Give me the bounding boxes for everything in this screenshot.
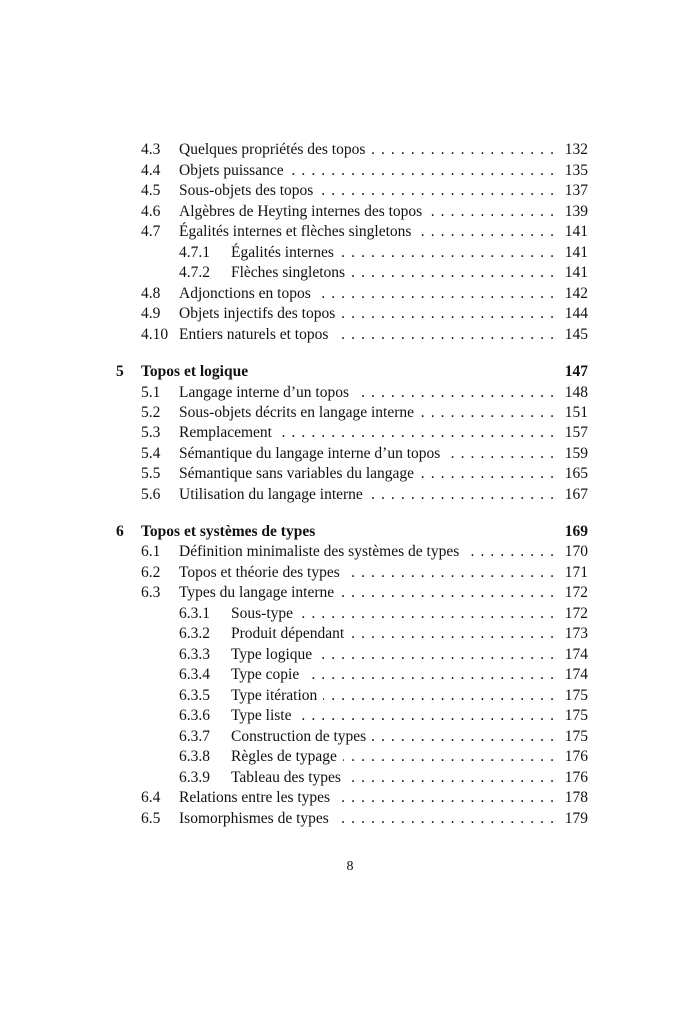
- toc-number: 4.9: [141, 305, 161, 322]
- toc-number: 6.3.9: [179, 769, 210, 786]
- toc-page-number: 167: [564, 486, 588, 503]
- toc-page-number: 171: [564, 564, 588, 581]
- toc-title: Objets injectifs des topos: [179, 305, 336, 322]
- toc-subsection[interactable]: [0, 645, 700, 665]
- toc-section[interactable]: [0, 304, 700, 324]
- toc-page-number: 172: [564, 605, 588, 622]
- toc-number: 5.2: [141, 404, 161, 421]
- toc-page-number: 172: [564, 584, 588, 601]
- toc-number: 6.3.4: [179, 666, 210, 683]
- toc-section[interactable]: [0, 788, 700, 808]
- toc-number: 6.3.8: [179, 748, 210, 765]
- toc-title: Entiers naturels et topos: [179, 326, 329, 343]
- toc-page-number: 145: [564, 326, 588, 343]
- toc-page-number: 165: [564, 465, 588, 482]
- toc-title: Type logique: [231, 646, 313, 663]
- toc-chapter[interactable]: [0, 522, 700, 542]
- toc-section[interactable]: [0, 140, 700, 160]
- toc-title: Topos et théorie des types: [179, 564, 340, 581]
- toc-page-number: 141: [564, 244, 588, 261]
- toc-leader-dots: [319, 181, 554, 201]
- toc-page-number: 142: [564, 285, 588, 302]
- toc-number: 4.7.1: [179, 244, 210, 261]
- toc-title: Isomorphismes de types: [179, 810, 329, 827]
- toc-number: 4.7: [141, 223, 161, 240]
- toc-section[interactable]: [0, 284, 700, 304]
- toc-number: 4.8: [141, 285, 161, 302]
- toc-leader-dots: [323, 686, 554, 706]
- toc-subsection[interactable]: [0, 263, 700, 283]
- toc-number: 6.4: [141, 789, 161, 806]
- toc-leader-dots: [351, 263, 554, 283]
- toc-title: Construction de types: [231, 728, 367, 745]
- toc-leader-dots: [341, 304, 554, 324]
- toc-page-number: 141: [564, 223, 588, 240]
- toc-number: 6.3.3: [179, 646, 210, 663]
- toc-section[interactable]: [0, 444, 700, 464]
- toc-subsection[interactable]: [0, 686, 700, 706]
- page-number: 8: [346, 859, 354, 874]
- toc-number: 6.3.7: [179, 728, 210, 745]
- toc-page-number: 144: [564, 305, 588, 322]
- toc-subsection[interactable]: [0, 604, 700, 624]
- toc-leader-dots: [420, 464, 554, 484]
- toc-title: Définition minimaliste des systèmes de types: [179, 543, 460, 560]
- toc-leader-dots: [428, 202, 554, 222]
- toc-page-number: 135: [564, 162, 588, 179]
- toc-page-number: 132: [564, 141, 588, 158]
- toc-leader-dots: [317, 284, 554, 304]
- toc-leader-dots: [369, 485, 554, 505]
- toc-leader-dots: [318, 645, 554, 665]
- toc-leader-dots: [340, 243, 554, 263]
- toc-subsection[interactable]: [0, 706, 700, 726]
- toc-title: Topos et logique: [141, 363, 249, 380]
- toc-section[interactable]: [0, 222, 700, 242]
- toc-number: 4.10: [141, 326, 169, 343]
- toc-title: Flèches singletons: [231, 264, 346, 281]
- toc-number: 6.5: [141, 810, 161, 827]
- toc-leader-dots: [297, 706, 554, 726]
- toc-leader-dots: [305, 665, 554, 685]
- toc-number: 5.3: [141, 424, 161, 441]
- toc-subsection[interactable]: [0, 624, 700, 644]
- toc-number: 6: [116, 523, 124, 540]
- toc-number: 4.4: [141, 162, 161, 179]
- toc-title: Règles de typage: [231, 748, 337, 765]
- toc-title: Quelques propriétés des topos: [179, 141, 366, 158]
- toc-number: 4.7.2: [179, 264, 210, 281]
- toc-leader-dots: [371, 140, 554, 160]
- toc-subsection[interactable]: [0, 243, 700, 263]
- toc-page-number: 174: [564, 666, 588, 683]
- toc-page-number: 141: [564, 264, 588, 281]
- toc-number: 5: [116, 363, 124, 380]
- toc-page-number: 178: [564, 789, 588, 806]
- toc-title: Adjonctions en topos: [179, 285, 311, 302]
- toc-title: Type liste: [231, 707, 292, 724]
- toc-number: 6.1: [141, 543, 161, 560]
- toc-number: 5.5: [141, 465, 161, 482]
- toc-number: 4.3: [141, 141, 161, 158]
- toc-leader-dots: [290, 161, 554, 181]
- toc-page-number: 179: [564, 810, 588, 827]
- toc-section[interactable]: [0, 542, 700, 562]
- toc-number: 6.2: [141, 564, 161, 581]
- toc-page-number: 147: [564, 363, 588, 380]
- toc-number: 6.3.5: [179, 687, 210, 704]
- toc-title: Sous-objets décrits en langage interne: [179, 404, 415, 421]
- toc-title: Type copie: [231, 666, 300, 683]
- toc-page-number: 176: [564, 769, 588, 786]
- toc-section[interactable]: [0, 202, 700, 222]
- toc-page-number: 176: [564, 748, 588, 765]
- toc-leader-dots: [346, 563, 554, 583]
- toc-title: Relations entre les types: [179, 789, 331, 806]
- toc-title: Utilisation du langage interne: [179, 486, 363, 503]
- toc-title: Remplacement: [179, 424, 272, 441]
- toc-number: 6.3.2: [179, 625, 210, 642]
- toc-title: Égalités internes et flèches singletons: [179, 223, 412, 240]
- toc-section[interactable]: [0, 485, 700, 505]
- toc-title: Tableau des types: [231, 769, 341, 786]
- toc-title: Sémantique du langage interne d’un topos: [179, 445, 441, 462]
- toc-title: Sémantique sans variables du langage: [179, 465, 415, 482]
- toc-title: Sous-objets des topos: [179, 182, 314, 199]
- toc-title: Produit dépendant: [231, 625, 345, 642]
- toc-page-number: 137: [564, 182, 588, 199]
- toc-subsection[interactable]: [0, 747, 700, 767]
- toc-page-number: 148: [564, 384, 588, 401]
- toc-leader-dots: [340, 583, 554, 603]
- toc-section[interactable]: [0, 464, 700, 484]
- toc-title: Égalités internes: [231, 244, 334, 261]
- toc-page-number: 175: [564, 687, 588, 704]
- toc-section[interactable]: [0, 325, 700, 345]
- toc-leader-dots: [343, 747, 554, 767]
- toc-number: 4.6: [141, 203, 161, 220]
- toc-leader-dots: [278, 423, 554, 443]
- toc-number: 5.4: [141, 445, 161, 462]
- toc-title: Type itération: [231, 687, 318, 704]
- toc-section[interactable]: [0, 563, 700, 583]
- toc-leader-dots: [299, 604, 554, 624]
- toc-leader-dots: [446, 444, 554, 464]
- toc-leader-dots: [336, 788, 554, 808]
- toc-title: Types du langage interne: [179, 584, 335, 601]
- toc-page-number: 169: [564, 523, 588, 540]
- toc-page-number: 175: [564, 728, 588, 745]
- toc-subsection[interactable]: [0, 727, 700, 747]
- toc-page-number: 151: [564, 404, 588, 421]
- toc-leader-dots: [465, 542, 554, 562]
- toc-section[interactable]: [0, 423, 700, 443]
- toc-number: 6.3.6: [179, 707, 210, 724]
- toc-leader-dots: [347, 768, 554, 788]
- toc-page-number: 139: [564, 203, 588, 220]
- toc-subsection[interactable]: [0, 665, 700, 685]
- toc-leader-dots: [417, 222, 554, 242]
- toc-page-number: 170: [564, 543, 588, 560]
- toc-page-number: 159: [564, 445, 588, 462]
- toc-title: Topos et systèmes de types: [141, 523, 316, 540]
- toc-title: Langage interne d’un topos: [179, 384, 350, 401]
- toc-page-number: 157: [564, 424, 588, 441]
- toc-section[interactable]: [0, 583, 700, 603]
- toc-leader-dots: [350, 624, 554, 644]
- toc-page-number: 173: [564, 625, 588, 642]
- toc-title: Sous-type: [231, 605, 293, 622]
- toc-section[interactable]: [0, 181, 700, 201]
- toc-leader-dots: [372, 727, 554, 747]
- toc-page-number: 175: [564, 707, 588, 724]
- toc-section[interactable]: [0, 809, 700, 829]
- toc-leader-dots: [335, 809, 554, 829]
- toc-leader-dots: [334, 325, 554, 345]
- toc-number: 5.1: [141, 384, 161, 401]
- toc-page-number: 174: [564, 646, 588, 663]
- toc-title: Objets puissance: [179, 162, 284, 179]
- toc-leader-dots: [420, 403, 554, 423]
- toc-title: Algèbres de Heyting internes des topos: [179, 203, 423, 220]
- toc-number: 5.6: [141, 486, 161, 503]
- toc-number: 4.5: [141, 182, 161, 199]
- toc-section[interactable]: [0, 383, 700, 403]
- toc-section[interactable]: [0, 403, 700, 423]
- toc-chapter[interactable]: [0, 362, 700, 382]
- toc-number: 6.3.1: [179, 605, 210, 622]
- toc-number: 6.3: [141, 584, 161, 601]
- toc-subsection[interactable]: [0, 768, 700, 788]
- toc-leader-dots: [355, 383, 554, 403]
- toc-section[interactable]: [0, 161, 700, 181]
